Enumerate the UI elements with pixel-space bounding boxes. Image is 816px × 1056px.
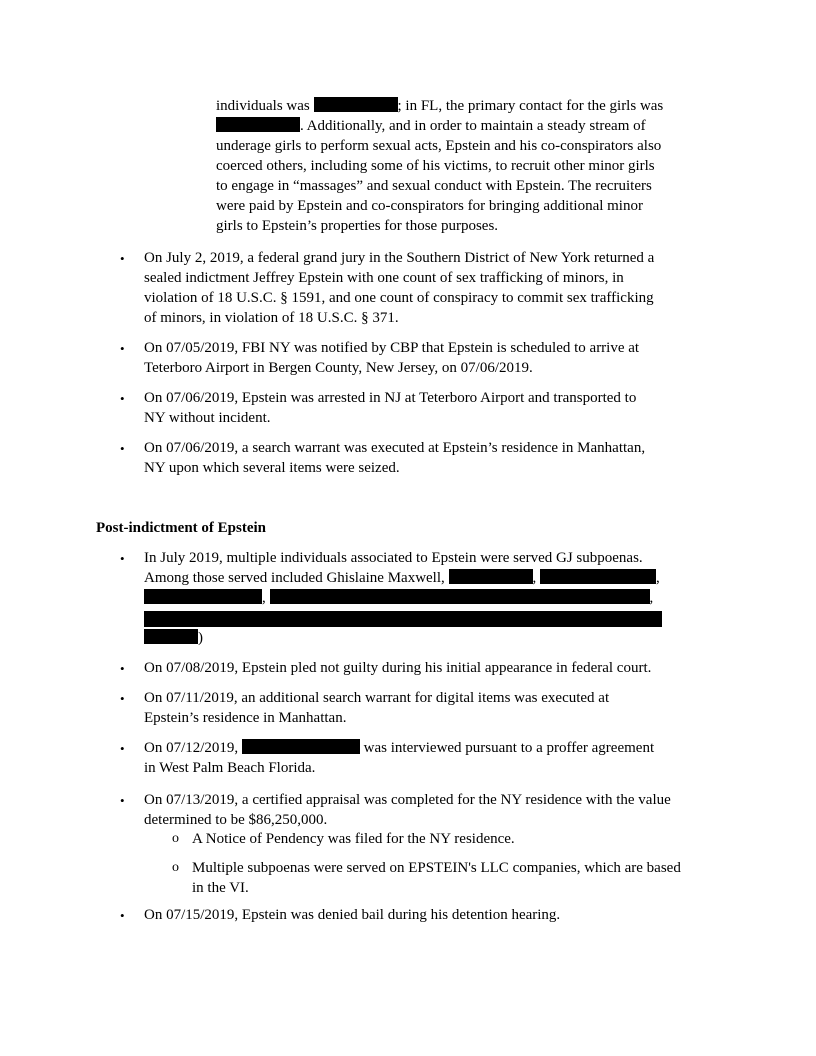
post-bullet-1-line-1: In July 2019, multiple individuals associated to Epstein were served GJ subpoenas. xyxy=(144,550,643,566)
comma: , xyxy=(656,570,660,586)
intro-text: ; in FL, the primary contact for the girls was xyxy=(397,98,664,114)
intro-line-4: coerced others, including some of his victims, to recruit other minor girls xyxy=(216,158,655,174)
redaction-bar xyxy=(216,117,300,132)
post-bullet-1-line-3 xyxy=(144,588,653,608)
comma: , xyxy=(532,570,537,586)
post-text: was interviewed pursuant to a proffer agreement xyxy=(363,740,655,756)
bullet-3-line-2: NY without incident. xyxy=(144,410,271,426)
intro-text: . Additionally, and in order to maintain a steady stream of xyxy=(300,118,646,134)
bullet-4-line-2: NY upon which several items were seized. xyxy=(144,460,400,476)
post-bullet-2-line-1: On 07/08/2019, Epstein pled not guilty during his initial appearance in federal court. xyxy=(144,660,652,676)
redaction-bar xyxy=(144,589,262,604)
bullet-glyph: • xyxy=(120,661,125,676)
comma: , xyxy=(262,590,266,606)
intro-line-3: underage girls to perform sexual acts, Epstein and his co-conspirators also xyxy=(216,138,662,154)
redaction-bar xyxy=(314,97,398,112)
bullet-glyph: • xyxy=(120,391,125,406)
sub-bullet-glyph: o xyxy=(172,831,179,846)
redaction-bar xyxy=(449,569,533,584)
post-bullet-6-line-1: On 07/15/2019, Epstein was denied bail during his detention hearing. xyxy=(144,907,561,923)
bullet-glyph: • xyxy=(120,691,125,706)
sub-bullet-glyph: o xyxy=(172,860,179,875)
bullet-1-line-4: of minors, in violation of 18 U.S.C. § 371. xyxy=(144,310,399,326)
bullet-2-line-1: On 07/05/2019, FBI NY was notified by CBP that Epstein is scheduled to arrive at xyxy=(144,340,640,356)
bullet-glyph: • xyxy=(120,551,125,566)
post-bullet-3-line-2: Epstein’s residence in Manhattan. xyxy=(144,710,347,726)
post-text: On 07/12/2019, xyxy=(144,740,239,756)
bullet-1-line-3: violation of 18 U.S.C. § 1591, and one count of conspiracy to commit sex trafficking xyxy=(144,290,654,306)
redaction-bar xyxy=(144,629,198,644)
sub-bullet-1: A Notice of Pendency was filed for the NY residence. xyxy=(192,831,515,847)
bullet-1-line-1: On July 2, 2019, a federal grand jury in the Southern District of New York returned a xyxy=(144,250,655,266)
post-bullet-4-line-2: in West Palm Beach Florida. xyxy=(144,760,316,776)
post-bullet-5-line-1: On 07/13/2019, a certified appraisal was completed for the NY residence with the value xyxy=(144,792,671,808)
redaction-bar xyxy=(144,611,662,627)
bullet-glyph: • xyxy=(120,341,125,356)
intro-line-2 xyxy=(216,116,646,136)
bullet-glyph: • xyxy=(120,908,125,923)
intro-line-1 xyxy=(216,96,663,116)
post-bullet-3-line-1: On 07/11/2019, an additional search warrant for digital items was executed at xyxy=(144,690,610,706)
bullet-1-line-2: sealed indictment Jeffrey Epstein with one count of sex trafficking of minors, in xyxy=(144,270,624,286)
post-bullet-4-line-1 xyxy=(144,738,654,758)
redaction-bar xyxy=(270,589,650,604)
bullet-glyph: • xyxy=(120,441,125,456)
sub-bullet-2-line-2: in the VI. xyxy=(192,880,249,896)
bullet-4-line-1: On 07/06/2019, a search warrant was executed at Epstein’s residence in Manhattan, xyxy=(144,440,646,456)
section-heading: Post-indictment of Epstein xyxy=(96,520,266,536)
bullet-3-line-1: On 07/06/2019, Epstein was arrested in NJ at Teterboro Airport and transported to xyxy=(144,390,637,406)
bullet-2-line-2: Teterboro Airport in Bergen County, New Jersey, on 07/06/2019. xyxy=(144,360,533,376)
intro-line-6: were paid by Epstein and co-conspirators for bringing additional minor xyxy=(216,198,643,214)
bullet-glyph: • xyxy=(120,251,125,266)
sub-bullet-2-line-1: Multiple subpoenas were served on EPSTEIN's LLC companies, which are based xyxy=(192,860,681,876)
redaction-bar xyxy=(242,739,360,754)
bullet-glyph: • xyxy=(120,741,125,756)
intro-line-5: to engage in “massages” and sexual conduct with Epstein. The recruiters xyxy=(216,178,652,194)
post-bullet-1-line-5 xyxy=(144,628,203,648)
post-bullet-1-line-2 xyxy=(144,568,660,588)
intro-text: individuals was xyxy=(216,98,310,114)
bullet-glyph: • xyxy=(120,793,125,808)
redaction-bar xyxy=(540,569,656,584)
post-bullet-5-line-2: determined to be $86,250,000. xyxy=(144,812,328,828)
post-text: Among those served included Ghislaine Maxwell, xyxy=(144,570,445,586)
close-paren: ) xyxy=(198,630,203,646)
comma: , xyxy=(649,590,654,606)
intro-line-7: girls to Epstein’s properties for those purposes. xyxy=(216,218,499,234)
